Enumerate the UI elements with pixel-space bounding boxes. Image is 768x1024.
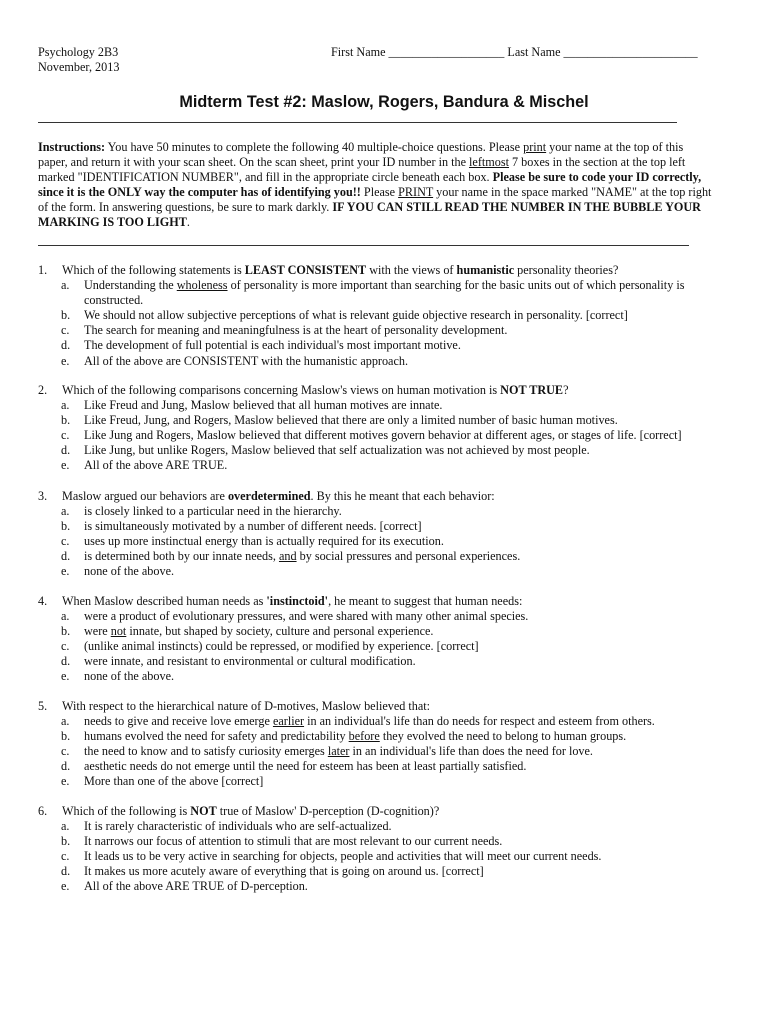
option-letter: a. [61, 819, 70, 834]
stem-text: ? [563, 383, 569, 397]
option-letter: a. [61, 398, 70, 413]
option-underline: later [327, 744, 350, 759]
option-a [38, 278, 718, 293]
question-stem [38, 804, 718, 819]
option-underline: wholeness [176, 278, 228, 293]
option-e [38, 564, 718, 579]
option-text: All of the above ARE TRUE of D-perception. [84, 879, 308, 894]
option-d [38, 864, 718, 879]
page-title: Midterm Test #2: Maslow, Rogers, Bandura & Mischel [179, 93, 589, 111]
option-text: is simultaneously motivated by a number of different needs. [correct] [84, 519, 422, 534]
option-letter: d. [61, 759, 71, 774]
option-text: were a product of evolutionary pressures, and were shared with many other animal species. [84, 609, 529, 624]
option-text: aesthetic needs do not emerge until the need for esteem has been at least partially satisfied. [84, 759, 527, 774]
option-underline: not [110, 624, 127, 639]
option-text: the need to know and to satisfy curiosity emerges [84, 744, 328, 759]
option-text: Like Freud and Jung, Maslow believed that all human motives are innate. [84, 398, 443, 413]
stem-text: Which of the following is [62, 804, 191, 818]
option-c [38, 849, 718, 864]
option-letter: c. [61, 744, 70, 759]
option-letter: c. [61, 639, 70, 654]
question-number: 6. [38, 804, 48, 818]
question-number: 5. [38, 699, 48, 713]
question-6 [38, 804, 718, 895]
option-letter: e. [61, 458, 70, 473]
question-4 [38, 594, 718, 685]
option-text: The search for meaning and meaningfulness is at the heart of personality development. [84, 323, 508, 338]
instructions [38, 140, 714, 230]
option-text: none of the above. [84, 669, 175, 684]
instructions-underline: print [523, 140, 547, 154]
option-a [38, 714, 718, 729]
option-text: Like Jung and Rogers, Maslow believed that different motives govern behavior at different ages, or stages of life. [correct] [84, 428, 682, 443]
option-b [38, 624, 718, 639]
option-c [38, 534, 718, 549]
option-text: is determined both by our innate needs, [84, 549, 279, 564]
question-2 [38, 383, 718, 474]
option-text: in an individual's life than does the need for love. [349, 744, 593, 759]
stem-emphasis: 'instinctoid' [266, 594, 329, 608]
stem-text: Which of the following statements is [62, 263, 245, 277]
question-stem [38, 594, 718, 609]
stem-text: Which of the following comparisons concerning Maslow's views on human motivation is [62, 383, 501, 397]
option-letter: d. [61, 443, 71, 458]
option-letter: b. [61, 834, 71, 849]
option-c [38, 744, 718, 759]
option-text: More than one of the above [correct] [84, 774, 264, 789]
question-number: 2. [38, 383, 48, 397]
course-info [38, 45, 119, 75]
option-text: none of the above. [84, 564, 175, 579]
stem-text: , he meant to suggest that human needs: [328, 594, 523, 608]
instructions-underline: PRINT [398, 185, 434, 199]
option-text: needs to give and receive love emerge [84, 714, 273, 729]
option-letter: e. [61, 353, 70, 368]
option-letter: b. [61, 624, 71, 639]
option-letter: c. [61, 849, 70, 864]
stem-text: With respect to the hierarchical nature of D-motives, Maslow believed that: [62, 699, 431, 713]
option-letter: e. [61, 669, 70, 684]
option-letter: e. [61, 879, 70, 894]
instructions-label: Instructions: [38, 140, 106, 154]
option-text: of personality is more important than searching for the basic units out of which personality is [227, 278, 685, 293]
option-b [38, 729, 718, 744]
stem-text: . By this he meant that each behavior: [310, 489, 495, 503]
option-text: (unlike animal instincts) could be repressed, or modified by experience. [correct] [84, 639, 479, 654]
option-letter: c. [61, 323, 70, 338]
stem-text: Maslow argued our behaviors are [62, 489, 228, 503]
option-c [38, 639, 718, 654]
option-text: We should not allow subjective perceptions of what is relevant guide objective research in personality. [correct] [84, 308, 628, 323]
instructions-text: your name in the space marked "NAME" at the top right of the form. In answering questions, be sure to mark darkly. [38, 185, 712, 214]
option-text: by social pressures and personal experiences. [296, 549, 521, 564]
stem-text: When Maslow described human needs as [62, 594, 267, 608]
option-text: is closely linked to a particular need in the hierarchy. [84, 504, 342, 519]
stem-emphasis: LEAST CONSISTENT [244, 263, 367, 277]
option-letter: e. [61, 774, 70, 789]
option-a [38, 819, 718, 834]
option-e [38, 354, 718, 369]
stem-emphasis: humanistic [456, 263, 515, 277]
option-letter: b. [61, 729, 71, 744]
option-letter: b. [61, 308, 71, 323]
option-letter: d. [61, 864, 71, 879]
option-letter: e. [61, 564, 70, 579]
option-a [38, 398, 718, 413]
stem-text: true of Maslow' D-perception (D-cognition)? [216, 804, 440, 818]
question-3 [38, 489, 718, 580]
question-stem [38, 383, 718, 398]
option-letter: a. [61, 278, 70, 293]
option-b [38, 519, 718, 534]
stem-emphasis: NOT [190, 804, 217, 818]
option-underline: earlier [272, 714, 305, 729]
instructions-emphasis: Please be sure to code your ID correctly, since it is the ONLY way the computer has of identifying you!! [38, 170, 702, 199]
instructions-text: 7 boxes in the section at the top left marked "IDENTIFICATION NUMBER", and fill in the appropriate circle beneath each box. [38, 155, 686, 184]
option-a [38, 504, 718, 519]
question-number: 3. [38, 489, 48, 503]
question-number: 1. [38, 263, 48, 277]
option-letter: d. [61, 654, 71, 669]
option-text: innate, but shaped by society, culture and personal experience. [126, 624, 434, 639]
option-underline: and [278, 549, 297, 564]
option-a-continued: constructed. [84, 293, 144, 308]
option-text: It is rarely characteristic of individuals who are self-actualized. [84, 819, 392, 834]
question-stem [38, 699, 718, 714]
option-text: It makes us more acutely aware of everything that is going on around us. [correct] [84, 864, 484, 879]
option-text: they evolved the need to belong to human groups. [379, 729, 627, 744]
option-b [38, 308, 718, 323]
instructions-text: your name at the top of this paper, and return it with your scan sheet. On the scan sheet, print your ID number in the [38, 140, 684, 169]
instructions-text: You have 50 minutes to complete the following 40 multiple-choice questions. Please [105, 140, 524, 154]
option-letter: d. [61, 549, 71, 564]
stem-emphasis: NOT TRUE [500, 383, 564, 397]
instructions-text: . [186, 215, 190, 229]
option-text: Understanding the [84, 278, 177, 293]
course-code: Psychology 2B3 [38, 45, 119, 59]
stem-text: personality theories? [514, 263, 619, 277]
title-divider [38, 122, 677, 123]
option-d [38, 443, 718, 458]
stem-emphasis: overdetermined [227, 489, 311, 503]
option-d [38, 759, 718, 774]
option-b [38, 413, 718, 428]
option-letter: a. [61, 714, 70, 729]
option-a [38, 609, 718, 624]
option-text: were [84, 624, 111, 639]
option-c [38, 323, 718, 338]
name-fields: First Name ___________________ Last Name ______________________ [331, 45, 698, 59]
option-d [38, 549, 718, 564]
option-letter: d. [61, 338, 71, 353]
option-letter: b. [61, 413, 71, 428]
option-letter: a. [61, 609, 70, 624]
option-letter: c. [61, 534, 70, 549]
option-text: It leads us to be very active in searching for objects, people and activities that will meet our current needs. [84, 849, 602, 864]
option-e [38, 669, 718, 684]
option-c [38, 428, 718, 443]
question-5 [38, 699, 718, 790]
option-e [38, 458, 718, 473]
option-letter: a. [61, 504, 70, 519]
option-text: Like Jung, but unlike Rogers, Maslow believed that self actualization was not achieved by most people. [84, 443, 590, 458]
option-text: All of the above ARE TRUE. [84, 458, 228, 473]
stem-text: with the views of [366, 263, 457, 277]
option-b [38, 834, 718, 849]
option-text: uses up more instinctual energy than is actually required for its execution. [84, 534, 444, 549]
option-text: in an individual's life than do needs for respect and esteem from others. [304, 714, 655, 729]
question-1 [38, 263, 718, 369]
option-d [38, 338, 718, 353]
option-text: were innate, and resistant to environmental or cultural modification. [84, 654, 416, 669]
instructions-divider [38, 245, 689, 246]
option-e [38, 879, 718, 894]
option-text: humans evolved the need for safety and predictability [84, 729, 349, 744]
instructions-emphasis: IF YOU CAN STILL READ THE NUMBER IN THE BUBBLE YOUR MARKING IS TOO LIGHT [38, 200, 701, 229]
option-letter: c. [61, 428, 70, 443]
option-text: The development of full potential is each individual's most important motive. [84, 338, 461, 353]
option-d [38, 654, 718, 669]
option-text: Like Freud, Jung, and Rogers, Maslow believed that there are only a limited number of basic human motives. [84, 413, 618, 428]
option-letter: b. [61, 519, 71, 534]
option-e [38, 774, 718, 789]
instructions-text: Please [360, 185, 399, 199]
option-text: All of the above are CONSISTENT with the humanistic approach. [84, 353, 409, 368]
exam-date: November, 2013 [38, 60, 120, 74]
question-stem [38, 263, 718, 278]
instructions-underline: leftmost [469, 155, 509, 169]
question-number: 4. [38, 594, 48, 608]
option-text: It narrows our focus of attention to stimuli that are most relevant to our current needs. [84, 834, 503, 849]
question-stem [38, 489, 718, 504]
option-underline: before [348, 729, 380, 744]
